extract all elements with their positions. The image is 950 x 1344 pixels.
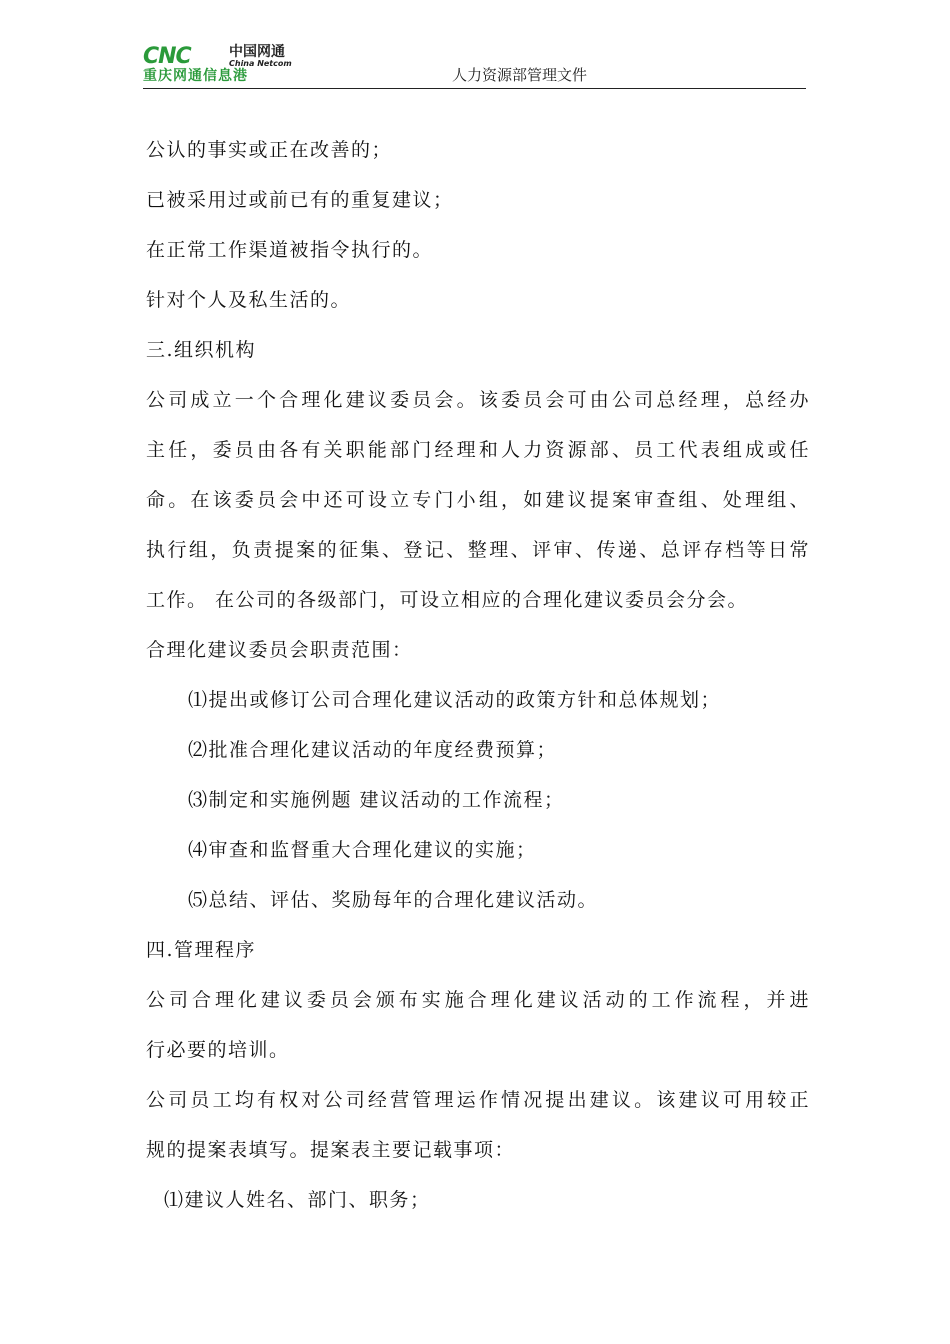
logo-cnc-text: CNC	[143, 44, 191, 69]
list-item: ⑴建议人姓名、部门、职务；	[164, 1189, 431, 1211]
list-item: ⑶制定和实施例题 建议活动的工作流程；	[188, 789, 565, 811]
text-line: 已被采用过或前已有的重复建议；	[146, 189, 454, 211]
section-heading: 三.组织机构	[146, 339, 257, 361]
text-line: 行必要的培训。	[146, 1039, 290, 1061]
text-line: 针对个人及私生活的。	[146, 289, 352, 311]
logo-subtitle: 重庆网通信息港	[143, 68, 248, 84]
text-line: 主任，委员由各有关职能部门经理和人力资源部、员工代表组成或任	[146, 439, 810, 461]
logo-chinese-name: 中国网通	[229, 44, 285, 60]
text-line: 命。在该委员会中还可设立专门小组，如建议提案审查组、处理组、	[146, 489, 810, 511]
text-line: 规的提案表填写。提案表主要记载事项：	[146, 1139, 516, 1161]
section-heading: 四.管理程序	[146, 939, 257, 961]
list-item: ⑸总结、评估、奖励每年的合理化建议活动。	[188, 889, 599, 911]
text-line: 合理化建议委员会职责范围：	[146, 639, 413, 661]
text-line: 执行组，负责提案的征集、登记、整理、评审、传递、总评存档等日常	[146, 539, 810, 561]
list-item: ⑷审查和监督重大合理化建议的实施；	[188, 839, 537, 861]
cnc-logo	[143, 46, 343, 84]
list-item: ⑴提出或修订公司合理化建议活动的政策方针和总体规划；	[188, 689, 722, 711]
header-title: 人力资源部管理文件	[452, 66, 588, 84]
text-line: 公认的事实或正在改善的；	[146, 139, 393, 161]
logo-english-name: China Netcom	[229, 59, 292, 68]
text-line: 工作。 在公司的各级部门，可设立相应的合理化建议委员会分会。	[146, 589, 749, 611]
text-line: 公司员工均有权对公司经营管理运作情况提出建议。该建议可用较正	[146, 1089, 810, 1111]
text-line: 公司成立一个合理化建议委员会。该委员会可由公司总经理，总经办	[146, 389, 810, 411]
document-body	[146, 130, 810, 1230]
list-item: ⑵批准合理化建议活动的年度经费预算；	[188, 739, 558, 761]
page-header	[143, 44, 806, 89]
text-line: 公司合理化建议委员会颁布实施合理化建议活动的工作流程，并进	[146, 989, 810, 1011]
text-line: 在正常工作渠道被指令执行的。	[146, 239, 434, 261]
